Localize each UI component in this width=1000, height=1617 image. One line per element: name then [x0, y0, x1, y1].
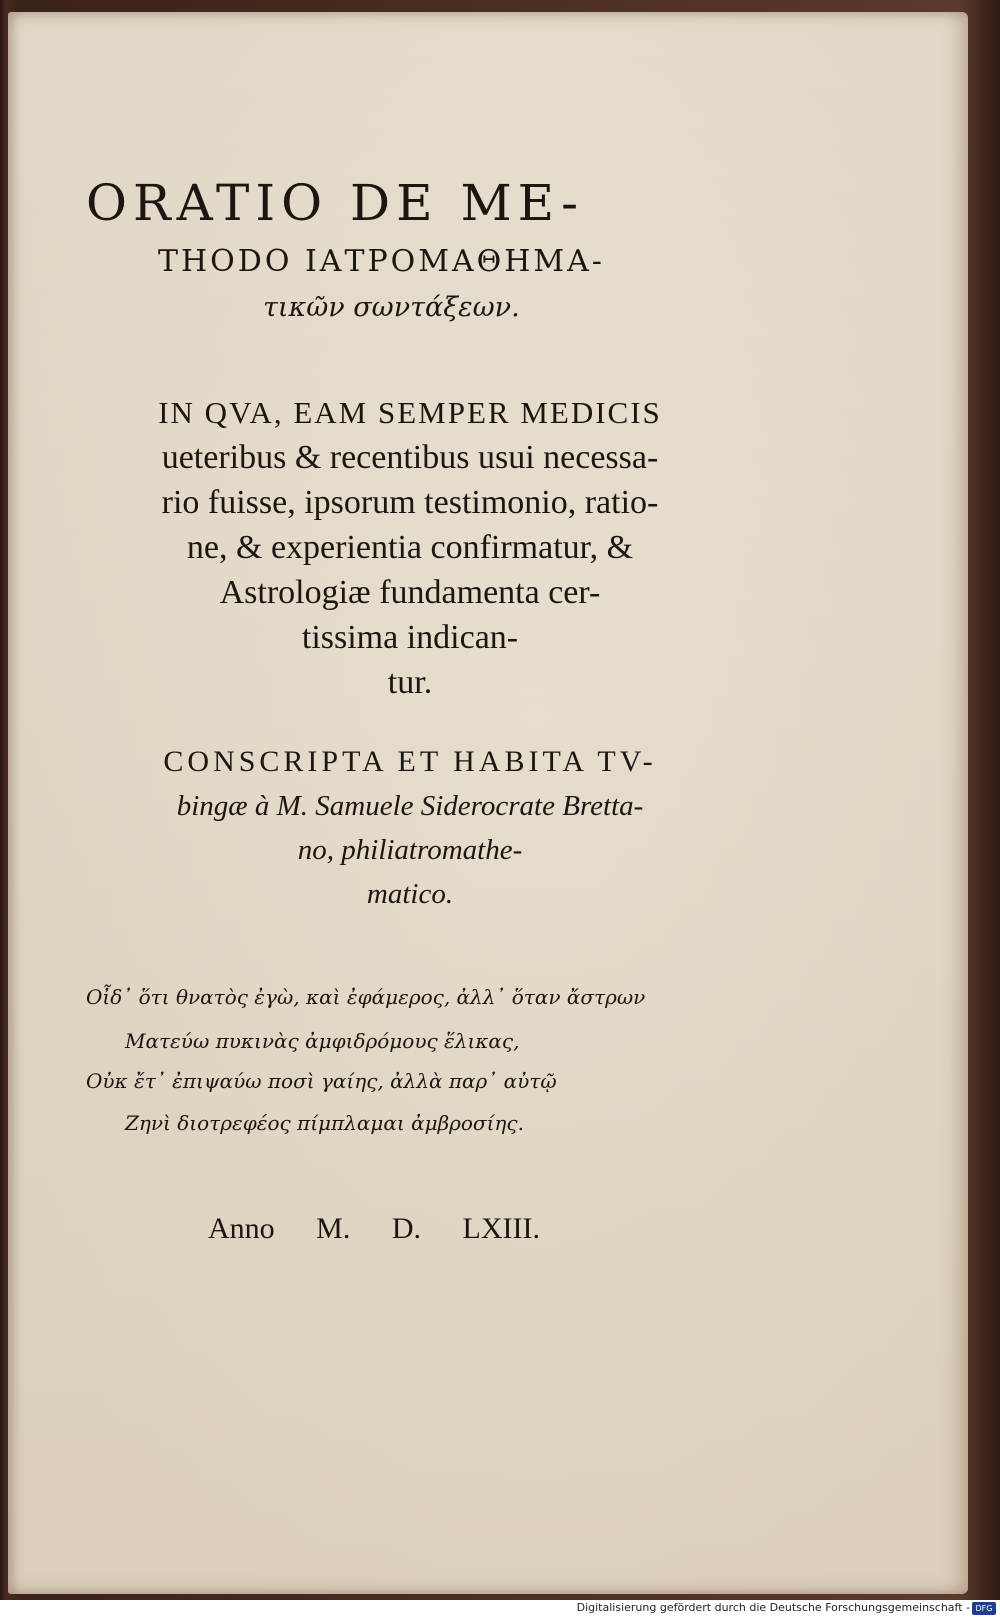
verse-line: Οἶδ᾽ ὅτι θνατὸς ἐγὼ, καὶ ἐφάμερος, ἀλλ᾽ ὅταν ἄστρων	[86, 985, 646, 1009]
subtitle-line: IN QVA, EAM SEMPER MEDICIS	[158, 395, 662, 430]
subtitle-line: tur.	[387, 664, 433, 701]
subtitle-line: tissima indican-	[301, 619, 519, 656]
author-line: matico.	[366, 878, 454, 910]
subtitle-line: ueteribus & recentibus usui necessa-	[161, 439, 659, 476]
subtitle-block	[90, 390, 730, 705]
author-line: bingæ à M. Samuele Siderocrate Bretta-	[176, 790, 644, 822]
title-page	[8, 12, 968, 1594]
funding-note: Digitalisierung gefördert durch die Deutsche Forschungsgemeinschaft -	[576, 1601, 970, 1614]
title-line-3: τικῶν σωντάξεων.	[263, 292, 520, 323]
dfg-logo: DFG	[972, 1602, 996, 1615]
subtitle-line: Astrologiæ fundamenta cer-	[219, 574, 601, 611]
title-line-2: THODO ΙΑΤΡΟΜΑΘΗΜΑ-	[158, 244, 605, 279]
verse-line: Ζηνὶ διοτρεφέος πίμπλαμαι ἀμβροσίης.	[125, 1111, 524, 1135]
author-line: CONSCRIPTA ET HABITA TV-	[163, 745, 657, 778]
verse-line: Οὐκ ἔτ᾽ ἐπιψαύω ποσὶ γαίης, ἀλλὰ παρ᾽ αὐτῷ	[86, 1069, 557, 1093]
footer-bar	[0, 1600, 1000, 1617]
author-block	[90, 740, 730, 916]
subtitle-line: ne, & experientia confirmatur, &	[186, 529, 634, 566]
title-line-1: ORATIO DE ME-	[86, 174, 584, 232]
subtitle-line: rio fuisse, ipsorum testimonio, ratio-	[161, 484, 659, 521]
imprint-date: Anno M. D. LXIII.	[208, 1212, 540, 1245]
author-line: no, philiatromathe-	[297, 834, 523, 866]
verse-line: Ματεύω πυκινὰς ἀμφιδρόμους ἕλικας,	[125, 1029, 520, 1053]
